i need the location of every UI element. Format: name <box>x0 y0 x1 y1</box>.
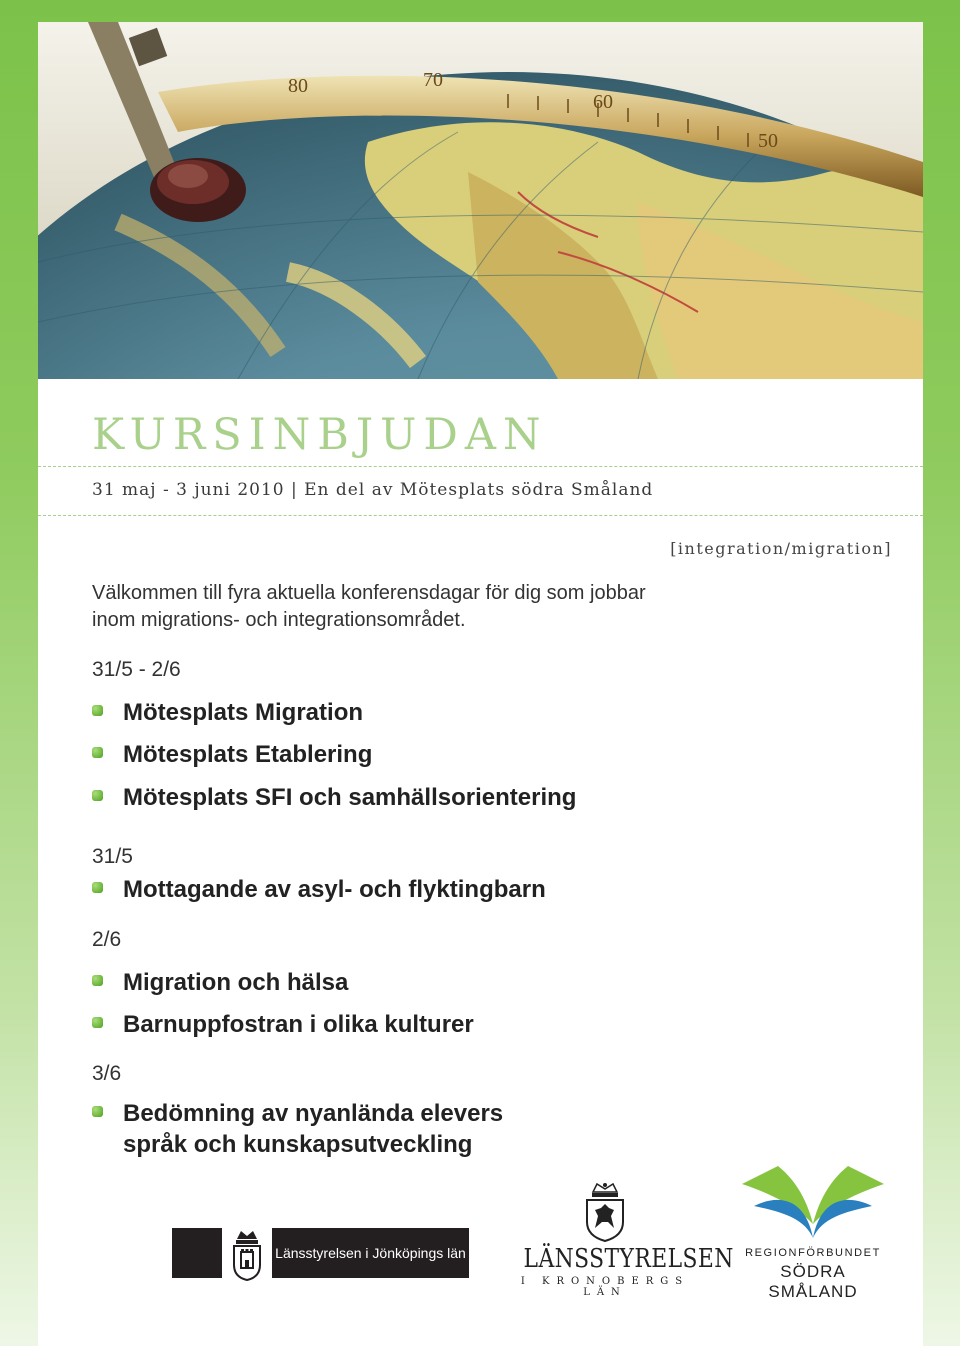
list-item <box>92 1009 474 1040</box>
bullet-icon <box>92 705 103 716</box>
list-item-label: Mötesplats Migration <box>123 699 364 726</box>
scale-label-60: 60 <box>593 91 613 113</box>
list-item-label: Mötesplats SFI och samhällsorientering <box>123 784 577 811</box>
event-dates-line: 31 maj - 3 juni 2010 | En del av Mötesplats södra Småland <box>92 480 654 500</box>
section-date: 31/5 <box>92 845 133 868</box>
section-date: 2/6 <box>92 928 122 951</box>
topic-tag: [integration/migration] <box>670 539 892 558</box>
section-date: 31/5 - 2/6 <box>92 658 181 681</box>
section-date: 3/6 <box>92 1062 122 1085</box>
list-item-label: Mötesplats Etablering <box>123 741 373 768</box>
sponsor-logos <box>38 1182 923 1322</box>
bullet-icon <box>92 882 103 893</box>
list-item-line: språk och kunskapsutveckling <box>123 1131 473 1158</box>
list-item-line: Bedömning av nyanlända elevers <box>123 1100 504 1127</box>
list-item-label <box>123 1098 503 1160</box>
list-item-label: Mottagande av asyl- och flyktingbarn <box>123 876 546 903</box>
divider-top <box>38 466 923 467</box>
kronoberg-logo-subtitle: I KRONOBERGS LÄN <box>520 1276 690 1298</box>
invitation-sheet <box>38 22 923 1346</box>
bullet-icon <box>92 1106 103 1117</box>
globe-photo <box>38 22 923 379</box>
list-item <box>92 697 363 728</box>
scale-label-50: 50 <box>758 130 778 152</box>
jonkoping-logo-block <box>172 1228 222 1278</box>
kronoberg-logo-name: LÄNSSTYRELSEN <box>523 1244 734 1274</box>
list-item <box>92 739 372 770</box>
region-wings-icon <box>738 1162 888 1240</box>
jonkoping-crest-icon <box>229 1227 265 1281</box>
page-title: KURSINBJUDAN <box>92 410 548 460</box>
scale-label-70: 70 <box>423 69 443 91</box>
region-logo-top: REGIONFÖRBUNDET <box>745 1247 881 1259</box>
jonkoping-logo-text: Länsstyrelsen i Jönköpings län <box>272 1228 469 1278</box>
list-item <box>92 1098 503 1160</box>
bullet-icon <box>92 747 103 758</box>
list-item <box>92 967 348 998</box>
list-item <box>92 874 546 905</box>
list-item-label: Migration och hälsa <box>123 969 349 996</box>
list-item <box>92 782 576 813</box>
bullet-icon <box>92 975 103 986</box>
region-logo-name: SÖDRA SMÅLAND <box>768 1262 858 1301</box>
divider-bottom <box>38 515 923 516</box>
bullet-icon <box>92 1017 103 1028</box>
scale-label-80: 80 <box>288 75 308 97</box>
bullet-icon <box>92 790 103 801</box>
list-item-label: Barnuppfostran i olika kulturer <box>123 1011 474 1038</box>
intro-text: Välkommen till fyra aktuella konferensdagar för dig som jobbar inom migrations- och integrationsområdet. <box>92 582 646 631</box>
kronoberg-crest-icon <box>581 1182 629 1242</box>
